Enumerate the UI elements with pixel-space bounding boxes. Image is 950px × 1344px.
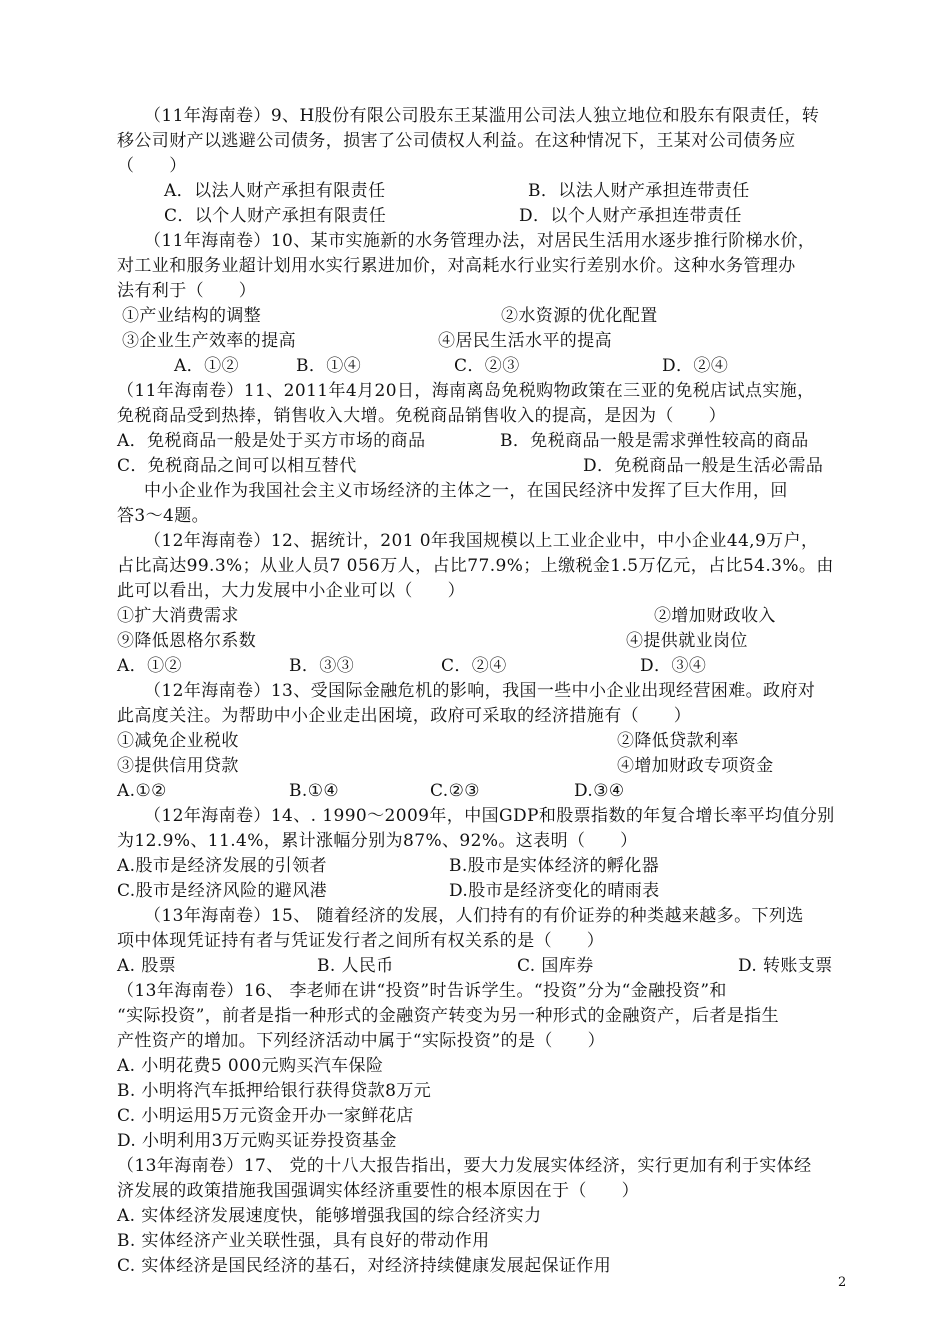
- question-10-item: ④居民生活水平的提高: [438, 331, 612, 351]
- question-14-option-c: C.股市是经济风险的避风港: [117, 881, 328, 901]
- question-17-option-c: C. 实体经济是国民经济的基石，对经济持续健康发展起保证作用: [117, 1256, 612, 1276]
- question-12-item: ②增加财政收入: [654, 606, 776, 626]
- question-9-stem: 移公司财产以逃避公司债务，损害了公司债权人利益。在这种情况下，王某对公司债务应: [117, 131, 796, 151]
- question-15-option-d: D. 转账支票: [738, 956, 833, 976]
- question-10-stem: 对工业和服务业超计划用水实行累进加价，对高耗水行业实行差别水价。这种水务管理办: [117, 256, 796, 276]
- group-intro: 答3～4题。: [117, 506, 210, 526]
- question-11-option-a: A．免税商品一般是处于买方市场的商品: [117, 431, 426, 451]
- question-12-stem: （12年海南卷）12、据统计，201 0年我国规模以上工业企业中，中小企业44,9万户，: [144, 531, 819, 551]
- question-12-item: ④提供就业岗位: [626, 631, 748, 651]
- question-16-option-a: A. 小明花费5 000元购买汽车保险: [117, 1056, 384, 1076]
- question-9-option-d: D．以个人财产承担连带责任: [519, 206, 742, 226]
- question-12-option-c: C．②④: [441, 656, 507, 676]
- question-10-option-c: C．②③: [454, 356, 520, 376]
- question-15-stem: （13年海南卷）15、 随着经济的发展，人们持有的有价证券的种类越来越多。下列选: [144, 906, 804, 926]
- question-10-item: ①产业结构的调整: [122, 306, 262, 326]
- question-11-stem: 免税商品受到热捧，销售收入大增。免税商品销售收入的提高，是因为（ ）: [117, 406, 726, 426]
- question-15-stem: 项中体现凭证持有者与凭证发行者之间所有权关系的是（ ）: [117, 931, 605, 951]
- question-10-option-a: A．①②: [174, 356, 239, 376]
- question-12-stem: 占比高达99.3%；从业人员7 056万人，占比77.9%；上缴税金1.5万亿元，占比54.3%。由: [117, 556, 834, 576]
- question-12-option-a: A．①②: [117, 656, 182, 676]
- question-13-item: ②降低贷款利率: [617, 731, 739, 751]
- question-17-stem: 济发展的政策措施我国强调实体经济重要性的根本原因在于（ ）: [117, 1181, 639, 1201]
- question-11-option-c: C．免税商品之间可以相互替代: [117, 456, 357, 476]
- question-16-option-d: D. 小明利用3万元购买证券投资基金: [117, 1131, 397, 1151]
- question-13-option-a: A.①②: [117, 781, 167, 801]
- question-16-stem: 产性资产的增加。下列经济活动中属于“实际投资”的是（ ）: [117, 1031, 605, 1051]
- question-14-stem: （12年海南卷）14、. 1990～2009年，中国GDP和股票指数的年复合增长率平均值分别: [144, 806, 835, 826]
- question-10-item: ②水资源的优化配置: [501, 306, 658, 326]
- question-13-item: ④增加财政专项资金: [617, 756, 774, 776]
- question-11-stem: （11年海南卷）11、2011年4月20日，海南离岛免税购物政策在三亚的免税店试点实施，: [117, 381, 815, 401]
- question-16-stem: “实际投资”，前者是指一种形式的金融资产转变为另一种形式的金融资产，后者是指生: [117, 1006, 779, 1026]
- question-11-option-b: B．免税商品一般是需求弹性较高的商品: [500, 431, 809, 451]
- question-9-option-c: C．以个人财产承担有限责任: [164, 206, 387, 226]
- question-14-option-b: B.股市是实体经济的孵化器: [449, 856, 660, 876]
- question-14-option-d: D.股市是经济变化的晴雨表: [449, 881, 660, 901]
- question-10-stem: 法有利于（ ）: [117, 281, 257, 301]
- question-12-stem: 此可以看出，大力发展中小企业可以（ ）: [117, 581, 465, 601]
- question-10-option-d: D．②④: [662, 356, 729, 376]
- question-16-option-c: C. 小明运用5万元资金开办一家鲜花店: [117, 1106, 414, 1126]
- question-17-option-b: B. 实体经济产业关联性强，具有良好的带动作用: [117, 1231, 490, 1251]
- question-9-stem: （ ）: [117, 156, 187, 176]
- question-13-stem: （12年海南卷）13、受国际金融危机的影响，我国一些中小企业出现经营困难。政府对: [144, 681, 816, 701]
- question-13-item: ③提供信用贷款: [117, 756, 239, 776]
- question-13-option-d: D.③④: [574, 781, 625, 801]
- question-12-option-b: B．③③: [289, 656, 355, 676]
- question-10-option-b: B．①④: [296, 356, 362, 376]
- question-13-option-c: C.②③: [430, 781, 480, 801]
- question-16-stem: （13年海南卷）16、 李老师在讲“投资”时告诉学生。“投资”分为“金融投资”和: [117, 981, 727, 1001]
- question-15-option-b: B. 人民币: [317, 956, 394, 976]
- group-intro: 中小企业作为我国社会主义市场经济的主体之一，在国民经济中发挥了巨大作用，回: [144, 481, 788, 501]
- question-9-option-b: B．以法人财产承担连带责任: [528, 181, 750, 201]
- page-number: 2: [838, 1275, 847, 1290]
- question-10-item: ③企业生产效率的提高: [122, 331, 296, 351]
- question-11-option-d: D．免税商品一般是生活必需品: [583, 456, 824, 476]
- question-10-stem: （11年海南卷）10、某市实施新的水务管理办法，对居民生活用水逐步推行阶梯水价，: [144, 231, 816, 251]
- question-17-stem: （13年海南卷）17、 党的十八大报告指出，要大力发展实体经济，实行更加有利于实体经: [117, 1156, 812, 1176]
- question-13-option-b: B.①④: [289, 781, 339, 801]
- question-15-option-a: A. 股票: [117, 956, 177, 976]
- question-12-item: ①扩大消费需求: [117, 606, 239, 626]
- question-14-option-a: A.股市是经济发展的引领者: [117, 856, 327, 876]
- question-16-option-b: B. 小明将汽车抵押给银行获得贷款8万元: [117, 1081, 432, 1101]
- question-9-stem: （11年海南卷）9、H股份有限公司股东王某滥用公司法人独立地位和股东有限责任，转: [144, 106, 820, 126]
- question-12-option-d: D．③④: [640, 656, 707, 676]
- question-14-stem: 为12.9%、11.4%，累计涨幅分别为87%、92%。这表明（ ）: [117, 831, 638, 851]
- question-15-option-c: C. 国库券: [517, 956, 594, 976]
- question-13-stem: 此高度关注。为帮助中小企业走出困境，政府可采取的经济措施有（ ）: [117, 706, 692, 726]
- question-13-item: ①减免企业税收: [117, 731, 239, 751]
- question-17-option-a: A. 实体经济发展速度快，能够增强我国的综合经济实力: [117, 1206, 542, 1226]
- question-9-option-a: A．以法人财产承担有限责任: [164, 181, 386, 201]
- question-12-item: ⑨降低恩格尔系数: [117, 631, 257, 651]
